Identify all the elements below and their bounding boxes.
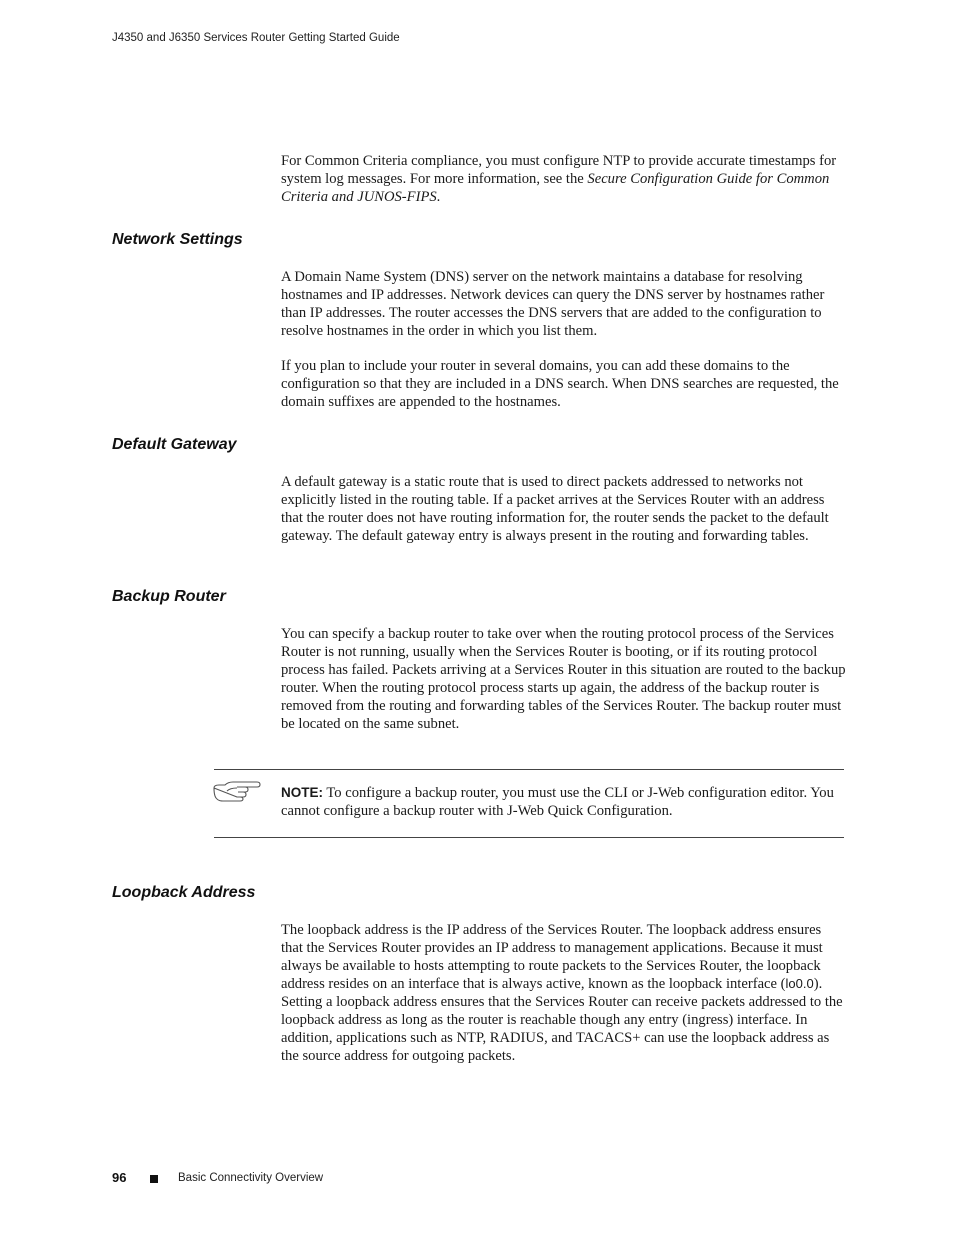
network-settings-paragraph-1: A Domain Name System (DNS) server on the network maintains a database for resolving hostnames and IP addresses. Network devices can query the DNS server by hostnames rather than IP addresses. The router accesses the DNS servers that are added to the configuration to resolve hostnames in the order in which you list them. (281, 269, 825, 339)
footer-section-title: Basic Connectivity Overview (178, 1172, 324, 1184)
loopback-text-end: ). Setting a loopback address ensures that the Services Router can receive packets addressed to the loopback address as long as the router is reachable though any entry (ingress) interface. In addition, applications such as NTP, RADIUS, and TACACS+ can use the loopback address as the source address for outgoing packets. (281, 976, 843, 1064)
intro-paragraph (281, 152, 846, 206)
note-paragraph (281, 784, 846, 820)
loopback-text-start: The loopback address is the IP address of the Services Router. The loopback address ensures that the Services Router provides an IP address to management applications. Because it must always be available to hosts attempting to route packets to the Services Router, the loopback address resides on an interface that is always active, known as the loopback interface ( (281, 922, 823, 992)
intro-text: For Common Criteria compliance, you must configure NTP to provide accurate timestamps for system log messages. For more information, see the (281, 153, 837, 187)
note-text: To configure a backup router, you must use the CLI or J-Web configuration editor. You cannot configure a backup router with J-Web Quick Configuration. (281, 785, 834, 819)
page-number: 96 (112, 1170, 127, 1185)
running-header: J4350 and J6350 Services Router Getting Started Guide (112, 32, 400, 44)
note-label: NOTE: (281, 785, 323, 800)
pointing-hand-icon (213, 780, 261, 802)
intro-end: . (436, 189, 441, 205)
network-settings-heading: Network Settings (112, 231, 243, 248)
backup-router-heading: Backup Router (112, 588, 226, 605)
network-settings-paragraph-2: If you plan to include your router in several domains, you can add these domains to the configuration so that they are included in a DNS search. When DNS searches are requested, the domain suffixes are appended to the hostnames. (281, 358, 839, 410)
footer-square-bullet (150, 1175, 158, 1183)
default-gateway-paragraph: A default gateway is a static route that is used to direct packets addressed to networks not explicitly listed in the routing table. If a packet arrives at the Services Router with an address that the router does not have routing information for, the router sends the packet to the default gateway. The default gateway entry is always present in the routing and forwarding tables. (281, 474, 829, 544)
note-top-rule (214, 769, 844, 770)
backup-router-paragraph: You can specify a backup router to take over when the routing protocol process of the Services Router is not running, usually when the Services Router is booting, or if its routing protocol process has failed. Packets arriving at a Services Router in this situation are routed to the backup router. When the routing protocol process starts up again, the address of the backup router is removed from the routing and forwarding tables of the Services Router. The backup router must be located on the same subnet. (281, 626, 846, 732)
cc-guide-title: Secure Configuration Guide for Common Criteria and JUNOS-FIPS (281, 171, 830, 205)
note-bottom-rule (214, 837, 844, 838)
loopback-address-heading: Loopback Address (112, 884, 256, 901)
default-gateway-heading: Default Gateway (112, 436, 237, 453)
loopback-interface-code: lo0.0 (785, 976, 814, 991)
loopback-address-paragraph (281, 921, 846, 1065)
